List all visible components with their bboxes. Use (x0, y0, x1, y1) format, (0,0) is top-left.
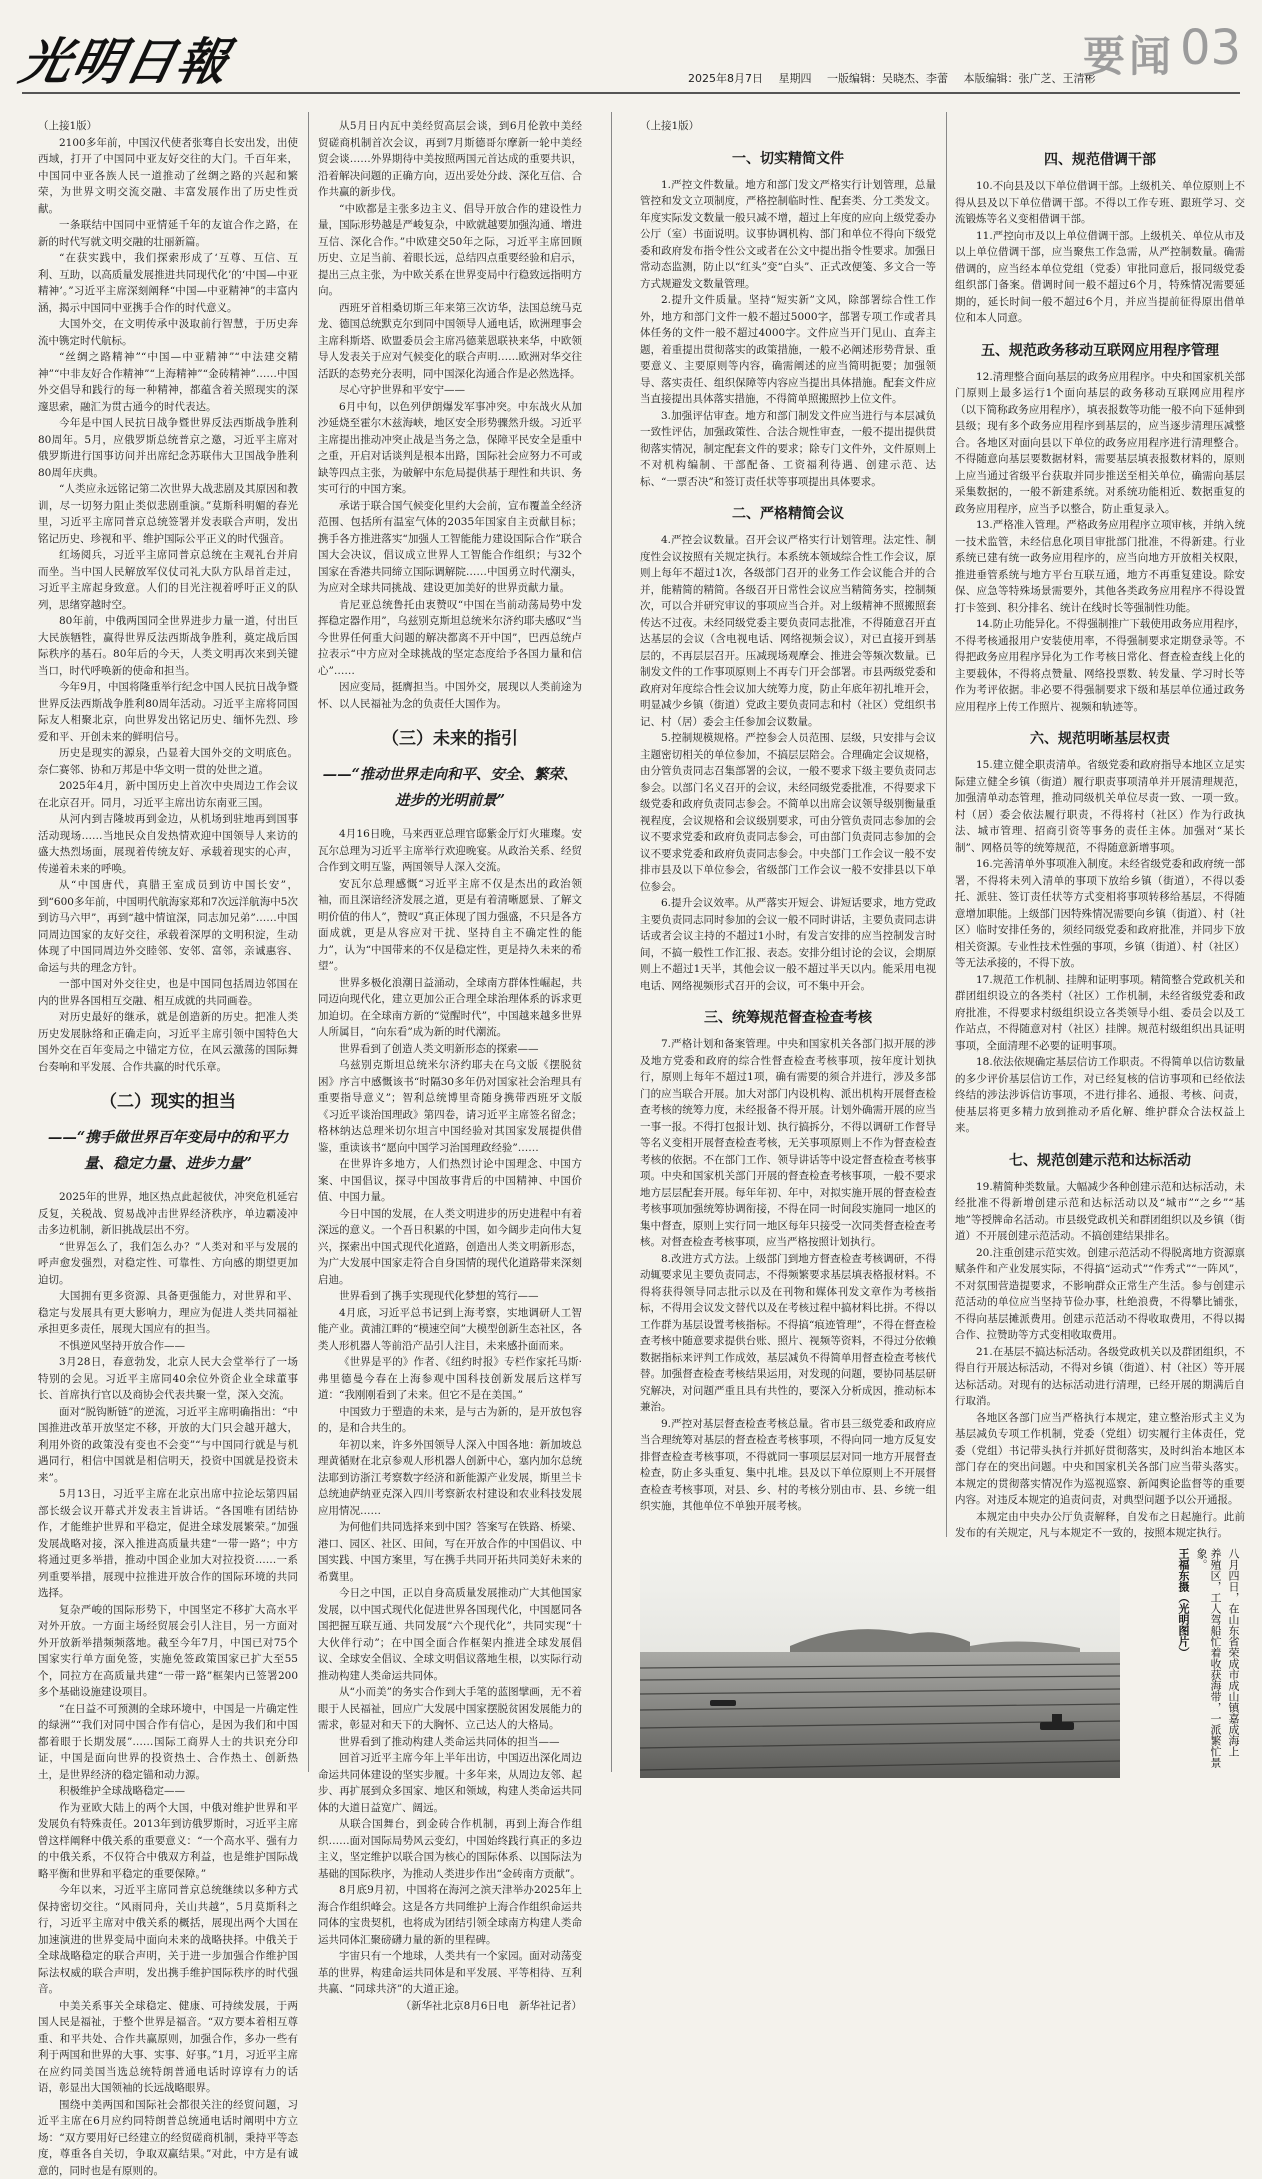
paragraph: 19.精简种类数量。大幅减少各种创建示范和达标活动，未经批准不得新增创建示范和达标活动以及“城市”“之乡”“基地”等授牌命名活动。市县级党政机关和群团组织以及乡镇（街道）不开展创建示范活动。不搞创建结果排名。 (955, 1179, 1245, 1245)
paragraph: “人类应永远铭记第二次世界大战悲剧及其原因和教训，尽一切努力阻止类似悲剧重演。”莫斯科明媚的春光里，习近平主席同普京总统签署并发表联合声明，发出铭记历史、珍视和平、维护国际公平正义的时代强音。 (38, 481, 298, 547)
paragraph: 2.提升文件质量。坚持“短实新”文风，除部署综合性工作外，地方和部门文件一般不超过5000字，部署专项工作或者具体任务的文件一般不超过4000字。文件应当开门见山、直奔主题，着重提出贯彻落实的政策措施，一般不必阐述形势背景、重要意义、主要原则等内容，确需阐述的应当简明扼要；加强领导、落实责任、组织保障等内容应当提出具体措施。配套文件应当直接提出具体落实措施，不得简单照搬照抄上位文件。 (640, 292, 936, 408)
paragraph: 不惧逆风坚持开放合作—— (38, 1338, 298, 1355)
right-article-column-1 (640, 118, 936, 1543)
dateline (688, 70, 1108, 86)
paragraph: 8.改进方式方法。上级部门到地方督查检查考核调研，不得动辄要求见主要负责同志，不得频繁要求基层填表格报材料。不得将获得领导同志批示以及在刊物和媒体刊发文章作为考核指标，不得用会议发文替代以及在考核过程中搞材料比拼。不得以工作群为基层设置考核指标。不得搞“痕迹管理”，不得在督查检查考核中随意要求提供台账、照片、视频等资料，不得过分依赖数据指标来评判工作成效，基层减负不得简单用督查检查考核代替。加强督查检查考核结果运用，对发现的问题，要协同基层研究解决，对问题严重且具有共性的，要深入分析成因，推动标本兼治。 (640, 1251, 936, 1416)
paragraph: 复杂严峻的国际形势下，中国坚定不移扩大高水平对外开放。一方面主场经贸展会引人注目，另一方面对外开放新举措频频落地。截至今年7月，中国已对75个国家实行单方面免签，实施免签政策国家已扩大至55个，同拉方在高质量共建“一带一路”框架内已签署200多个基础设施建设项目。 (38, 1602, 298, 1701)
section-heading: （三）未来的指引 (318, 726, 582, 752)
paragraph: “中欧都是主张多边主义、倡导开放合作的建设性力量，国际形势越是严峻复杂，中欧就越要加强沟通、增进互信、深化合作。”中欧建交50年之际，习近平主席回顾历史、立足当前、着眼长远，总结四点重要经验和启示，提出三点主张，为中欧关系在世界变局中行稳致远指明方向。 (318, 201, 582, 300)
paragraph: 14.防止功能异化。不得强制推广下载使用政务应用程序，不得考核通报用户安装使用率，不得强制要求定期登录等。不得把政务应用程序异化为工作考核日常化、督查检查线上化的主要载体，不得将点赞量、网络投票数、转发量、学习时长等作为考评依据。非必要不得强制要求下级和基层单位通过政务应用程序上传工作照片、视频和轨迹等。 (955, 616, 1245, 715)
paragraph: 15.建立健全职责清单。省级党委和政府指导本地区立足实际建立健全乡镇（街道）履行职责事项清单并开展清理规范，加强清单动态管理，推动同级机关单位尽责一致、一项一致。村（居）委会依法履行职责，不得将村（社区）作为行政执法、城市管理、招商引资等事务的责任主体。加强对“某长制”、网格员等的统筹规范，不得随意新增事项。 (955, 757, 1245, 856)
paragraph: 年初以来，许多外国领导人深入中国各地：新加坡总理黄循财在北京参观人形机器人创新中心，塞内加尔总统法耶到访浙江考察数字经济和新能源产业发展，斯里兰卡总统迪萨纳亚克深入四川考察新农村建设和农业科技发展应用情况…… (318, 1437, 582, 1520)
paragraph: 今年以来，习近平主席同普京总统继续以多种方式保持密切交往。“风雨同舟，关山共越”，5月莫斯科之行，习近平主席对中俄关系的概括，展现出两个大国在加速演进的世界变局中面向未来的战略抉择。中俄关于全球战略稳定的联合声明，关于进一步加强合作维护国际法权威的联合声明，发出携手维护国际秩序的时代强音。 (38, 1882, 298, 1998)
paragraph: 围绕中美两国和国际社会都很关注的经贸问题，习近平主席在6月应约同特朗普总统通电话时阐明中方立场：“双方要用好已经建立的经贸磋商机制，秉持平等态度，尊重各自关切，争取双赢结果。”对此，中方是有诚意的，同时也是有原则的。 (38, 2097, 298, 2179)
section-heading: 三、统筹规范督查检查考核 (640, 1006, 936, 1030)
paragraph: 承诺于联合国气候变化里约大会前，宣布覆盖全经济范围、包括所有温室气体的2035年国家自主贡献目标；携手各方推进落实“加强人工智能能力建设国际合作”联合国大会决议，倡议成立世界人工智能合作组织；与32个国家在香港共同缔立国际调解院……中国勇立时代潮头，为应对全球共同挑战、建设更加美好的世界贡献力量。 (318, 498, 582, 597)
aquaculture-photo (640, 1550, 1120, 1778)
column-divider (308, 112, 309, 1772)
paragraph: 9.严控对基层督查检查考核总量。省市县三级党委和政府应当合理统筹对基层的督查检查考核事项，不得向同一地方反复安排督查检查考核事项，不得就同一事项层层对同一地方开展督查检查，防止多头重复、集中扎堆。县及以下单位原则上不开展督查检查考核事项，对县、乡、村的考核分别由市、县、乡统一组织实施，其他单位不单独开展考核。 (640, 1416, 936, 1515)
paragraph: 10.不向县及以下单位借调干部。上级机关、单位原则上不得从县及以下单位借调干部。不得以工作专班、跟班学习、交流锻炼等名义变相借调干部。 (955, 178, 1245, 228)
paragraph: 80年前，中俄两国同全世界进步力量一道，付出巨大民族牺牲，赢得世界反法西斯战争胜利，奠定战后国际秩序的基石。80年后的今天，人类文明再次来到关键当口，时代呼唤新的使命和担当。 (38, 613, 298, 679)
paragraph: 12.清理整合面向基层的政务应用程序。中央和国家机关部门原则上最多运行1个面向基层的政务移动互联网应用程序（以下简称政务应用程序），填表报数等功能一般不向下延伸到县级；现有多个政务应用程序到基层的，应当逐步清理压减整合。各地区对面向县以下单位的政务应用程序进行清理整合。不得随意向基层要数据材料，需要基层填表报数材料的，原则上应当通过省级平台获取并同步推送至相关单位，确需向基层采集数据的，一般不新建系统。对系统功能相近、数据重复的政务应用程序，应当予以整合，防止重复录入。 (955, 369, 1245, 518)
paragraph: “丝绸之路精神”“中国—中亚精神”“中法建交精神”“中非友好合作精神”“上海精神”“金砖精神”……中国外交倡导和践行的每一种精神，都蕴含着关照现实的深邃思索，融汇为贯古通今的时代表达。 (38, 349, 298, 415)
caption-line: 八月四日，在山东省荣成市成山镇嘉成海上 (1226, 1548, 1240, 1780)
column-divider (946, 112, 947, 1537)
paragraph: 4.严控会议数量。召开会议严格实行计划管理。法定性、制度性会议按照有关规定执行。本系统本领域综合性工作会议，原则上每年不超过1次，各级部门召开的业务工作会议能合并的合并，能精简的精简。各级召开日常性会议应当精简务实，控制频次，可以合并研究审议的事项应当合并。对上级精神不照搬照套传达不过夜。未经同级党委主要负责同志批准，不得随意召开直达基层的会议（含电视电话、网络视频会议），对已直接开到基层的，不再层层召开。压减现场观摩会、推进会等频次数量。已制发文件的工作事项原则上不再专门开会部署。市县两级党委和政府对年度综合性会议加大统筹力度，防止年底年初扎堆开会，明显减少乡镇（街道）党政主要负责同志和村（社区）党组织书记、村（居）委会主任参加会议数量。 (640, 532, 936, 730)
paragraph: 从河内到吉隆坡再到金边，从机场到驻地再到国事活动现场……当地民众自发热情欢迎中国领导人来访的盛大热烈场面，展现着传统友好、承载着现实的心声，传递着未来的呼唤。 (38, 811, 298, 877)
section-subheading: ——“推动世界走向和平、安全、繁荣、进步的光明前景” (318, 762, 582, 814)
paragraph: 西班牙首相桑切斯三年来第三次访华，法国总统马克龙、德国总统默克尔到同中国领导人通电话，欧洲理事会主席科斯塔、欧盟委员会主席冯德莱恩联袂来华，中欧领导人发表关于应对气候变化的联合声明……欧洲对华交往活跃的态势充分表明，同中国深化沟通合作是必然选择。 (318, 300, 582, 383)
section-heading: 六、规范明晰基层权责 (955, 727, 1245, 751)
paragraph: 大国外交，在文明传承中汲取前行智慧，于历史奔流中镌定时代航标。 (38, 316, 298, 349)
paragraph: 大国拥有更多资源、具备更强能力，对世界和平、稳定与发展具有更大影响力，理应为促进人类共同福祉承担更多责任，展现大国应有的担当。 (38, 1288, 298, 1338)
paragraph: 一部中国对外交往史，也是中国同包括周边邻国在内的世界各国相互交融、相互成就的共同画卷。 (38, 976, 298, 1009)
weekday: 星期四 (779, 72, 812, 85)
paragraph: “在日益不可预测的全球环境中，中国是一片确定性的绿洲”“我们对同中国合作有信心，是因为我们和中国都着眼于长期发展”……国际工商界人士的共识充分印证，中国是面向世界的投资热土、合作热土、创新热土，是世界经济的稳定锚和动力源。 (38, 1701, 298, 1784)
paragraph: 各地区各部门应当严格执行本规定，建立整治形式主义为基层减负专项工作机制，党委（党组）切实履行主体责任，党委（党组）书记带头执行并抓好贯彻落实，及时纠治本地区本部门存在的突出问题。中央和国家机关各部门应当带头落实。本规定的贯彻落实情况作为巡视巡察、新闻舆论监督等的重要内容。对违反本规定的追责问责，对典型问题予以公开通报。 (955, 1410, 1245, 1509)
masthead (0, 0, 1262, 96)
section-heading: 七、规范创建示范和达标活动 (955, 1149, 1245, 1173)
paragraph: 回首习近平主席今年上半年出访，中国迈出深化周边命运共同体建设的坚实步履。十多年来，从周边友邻、起步、再扩展到众多国家、地区和领域，构建人类命运共同体的大道日益宽广、阔远。 (318, 1750, 582, 1816)
paragraph: 17.规范工作机制、挂牌和证明事项。精简整合党政机关和群团组织设立的各类村（社区）工作机制，未经省级党委和政府批准，不得要求村级组织设立各类领导小组、委员会以及工作站点，不得随意对村（社区）挂牌。规范村级组织出具证明事项，全面清理不必要的证明事项。 (955, 972, 1245, 1055)
paragraph: 积极维护全球战略稳定—— (38, 1783, 298, 1800)
section-heading: 二、严格精简会议 (640, 502, 936, 526)
paragraph: 今年是中国人民抗日战争暨世界反法西斯战争胜利80周年。5月，应俄罗斯总统普京之邀，习近平主席对俄罗斯进行国事访问并出席纪念苏联伟大卫国战争胜利80周年庆典。 (38, 415, 298, 481)
paragraph: 世界看到了携手实现现代化梦想的笃行—— (318, 1288, 582, 1305)
paragraph: 21.在基层不搞达标活动。各级党政机关以及群团组织，不得自行开展达标活动，不得对乡镇（街道）、村（社区）等开展达标活动。对现有的达标活动进行清理，已经开展的期满后自行取消。 (955, 1344, 1245, 1410)
paragraph: 13.严格准入管理。严格政务应用程序立项审核，并纳入统一技术监管，未经信息化项目审批部门批准，不得新建。行业系统已建有统一政务应用程序的，应当向地方开放相关权限，推进垂管系统与地方平台互联互通，地方不再重复建设。除安保、应急等特殊场景需要外，其他各类政务应用程序不得设置打卡签到、积分排名、统计在线时长等强制性功能。 (955, 517, 1245, 616)
left-article-column-2 (318, 118, 582, 1768)
continued-label: （上接1版） (38, 118, 298, 135)
continued-label: （上接1版） (640, 118, 936, 135)
paragraph: 尽心守护世界和平安宁—— (318, 382, 582, 399)
paragraph: 2100多年前，中国汉代使者张骞自长安出发，出使西域，打开了中国同中亚友好交往的大门。千百年来，中国同中亚各族人民一道推动了丝绸之路的兴起和繁荣，为世界文明交流交融、丰富发展作出了历史性贡献。 (38, 135, 298, 218)
paragraph: 因应变局，挺膺担当。中国外交，展现以人类前途为怀、以人民福祉为念的负责任大国作为。 (318, 679, 582, 712)
paragraph: 中国致力于塑造的未来，是与古为新的，是开放包容的，是和合共生的。 (318, 1404, 582, 1437)
editors-page: 本版编辑：张广芝、王清彬 (964, 72, 1096, 85)
paragraph: 1.严控文件数量。地方和部门发文严格实行计划管理，总量管控和发文立项制度，严格控制临时性、配套类、分工类发文。年度实际发文数量一般只减不增，超过上年度的应向上级党委办公厅（室）书面说明。议事协调机构、部门和单位不得向下级党委和政府发布指令性公文或者在公文中提出指令性要求。加强日常动态监测，防止以“红头”变“白头”、正式改便笺、多文合一等方式规避发文数量管理。 (640, 177, 936, 293)
paragraph: 为何他们共同选择来到中国？答案写在铁路、桥梁、港口、园区、社区、田间，写在开放合作的中国倡议、中国实践、中国方案里，写在携手共同开拓共同美好未来的希冀里。 (318, 1519, 582, 1585)
paragraph: 8月底9月初，中国将在海河之滨天津举办2025年上海合作组织峰会。这是各方共同维护上海合作组织命运共同体的宝贵契机，也将成为团结引领全球南方构建人类命运共同体汇聚磅礴力量的新的里程碑。 (318, 1882, 582, 1948)
paragraph: 今日之中国，正以自身高质量发展推动广大其他国家发展，以中国式现代化促进世界各国现代化，中国愿同各国把握互联互通、共同发展“六个现代化”，共同实现“十大伙伴行动”；在中国全面合作框架内推进全球发展倡议、全球安全倡议、全球文明倡议落地生根，以实际行动推动构建人类命运共同体。 (318, 1585, 582, 1684)
page-number: 03 (1180, 20, 1241, 76)
paragraph: 从5月日内瓦中美经贸高层会谈，到6月伦敦中美经贸磋商机制首次会议，再到7月斯德哥尔摩新一轮中美经贸会谈……外界期待中美按照两国元首达成的重要共识，沿着解决问题的正确方向，迈出妥处分歧、深化互信、合作共赢的新步伐。 (318, 118, 582, 201)
paragraph: 从“小而美”的务实合作到大手笔的蓝图擘画，无不着眼于人民福祉，回应广大发展中国家摆脱贫困发展能力的需求，彰显对和天下的大胸怀、立己达人的大格局。 (318, 1684, 582, 1734)
paragraph: 世界看到了创造人类文明新形态的探索—— (318, 1041, 582, 1058)
article-divider (611, 112, 612, 1772)
paragraph: 乌兹别克斯坦总统米尔济约耶夫在乌文版《摆脱贫困》序言中感慨该书“时隔30多年仍对国家社会治理具有重要指导意义”；智利总统博里奇随身携带西班牙文版《习近平谈治国理政》第四卷，请习近平主席签名留念；格林纳达总理米切尔坦言中国经验对其国家发展提供借鉴，重读该书“愿向中国学习治国理政经验”…… (318, 1057, 582, 1156)
paragraph: 安瓦尔总理感慨“习近平主席不仅是杰出的政治领袖，而且深谙经济发展之道，更是有着清晰愿景、了解文明价值的伟人”，赞叹“真正体现了国力强盛，不只是各方面成就，更是从容应对干扰、坚持自主不确定性的能力”，认为“中国带来的不仅是稳定性，更是持久未来的希望”。 (318, 876, 582, 975)
paragraph: 3.加强评估审查。地方和部门制发文件应当进行与本层减负一致性评估，加强政策性、合法合规性审查，一般不提出提供贯彻落实情况，制定配套文件的要求；除专门文件外，文件原则上不对机构编制、干部配备、工资福利待遇、创建示范、达标、“一票否决”和签订责任状等事项提出具体要求。 (640, 408, 936, 491)
paragraph: 6月中旬，以色列伊朗爆发军事冲突。中东战火从加沙延烧至霍尔木兹海峡，地区安全形势骤然升级。习近平主席提出推动冲突止战是当务之急，保障平民安全是重中之重，开启对话谈判是根本出路，国际社会应努力不可或缺等四点主张，为破解中东危局提供基于理性和共识、务实可行的中国方案。 (318, 399, 582, 498)
paragraph: 世界多极化浪潮日益涌动，全球南方群体性崛起，共同迈向现代化，建立更加公正合理全球治理体系的诉求更加迫切。在全球南方新的“觉醒时代”，中国越来越多世界人所属目，“向东看”成为新的时代潮流。 (318, 975, 582, 1041)
paragraph: 从“中国唐代，真腊王室成员到访中国长安”，到“600多年前，中国明代航海家郑和7次远洋航海中5次到访马六甲”，再到“越中情谊深，同志加兄弟”……中国同周边国家的友好交往，承载着深厚的文明积淀，生动体现了中国同周边外交睦邻、安邻、富邻，亲诚惠容、命运与共的理念方针。 (38, 877, 298, 976)
paragraph: 6.提升会议效率。从严落实开短会、讲短话要求，地方党政主要负责同志同时参加的会议一般不同时讲话，主要负责同志讲话或者会议主持的不超过1小时，有发言安排的应当控制发言时间，不搞一般性工作汇报、表态。安排分组讨论的会议，会期原则上不超过1天半，其他会议一般不超过半天以内。能采用电视电话、网络视频形式召开的会议，可不集中开会。 (640, 895, 936, 994)
caption-line: 养殖区，工人驾船忙着收获海带，一派繁忙景象。 (1194, 1548, 1222, 1780)
paragraph: 本规定由中央办公厅负责解释，自发布之日起施行。此前发布的有关规定，凡与本规定不一致的，按照本规定执行。 (955, 1509, 1245, 1542)
paragraph: 中美关系事关全球稳定、健康、可持续发展，于两国人民是福祉，于整个世界是福音。“双方要本着相互尊重、和平共处、合作共赢原则，加强合作，多办一些有利于两国和世界的大事、实事、好事。”1月，习近平主席在应约同美国当选总统特朗普通电话时谆谆有力的话语，彰显出大国领袖的长远战略眼界。 (38, 1998, 298, 2097)
paragraph: 红场阅兵，习近平主席同普京总统在主观礼台并肩而坐。当中国人民解放军仪仗司礼大队方队昂首走过，习近平主席起身致意。人们的目光注视着呼吁正义的队列，思绪穿越时空。 (38, 547, 298, 613)
paragraph: 面对“脱钩断链”的逆流，习近平主席明确指出：“中国推进改革开放坚定不移，开放的大门只会越开越大，利用外资的政策没有变也不会变”“与中国同行就是与机遇同行，相信中国就是相信明天，投资中国就是投资未来”。 (38, 1404, 298, 1487)
section-heading: （二）现实的担当 (38, 1089, 298, 1115)
paragraph: 从联合国舞台，到金砖合作机制，再到上海合作组织……面对国际局势风云变幻，中国始终践行真正的多边主义，坚定维护以联合国为核心的国际体系、以国际法为基础的国际秩序，为推动人类进步作出“金砖南方贡献”。 (318, 1816, 582, 1882)
left-article-column-1 (38, 118, 298, 1768)
paragraph: 5月13日，习近平主席在北京出席中拉论坛第四届部长级会议开幕式并发表主旨讲话。“各国唯有团结协作，才能维护世界和平稳定，促进全球发展繁荣。”加强发展战略对接，深入推进高质量共建“一带一路”；中方将通过更多举措，推动中国企业加大对拉投资……一系列重要举措，展现中拉推进开放合作的国际环境的共同选择。 (38, 1486, 298, 1602)
paragraph: 7.严格计划和备案管理。中央和国家机关各部门拟开展的涉及地方党委和政府的综合性督查检查考核事项，按年度计划执行，原则上每年不超过1项，确有需要的须合并进行，涉及多部门的应当联合开展。加大对部门内设机构、派出机构开展督查检查考核的统筹力度，未经报备不得开展。计划外确需开展的应当一事一报。不得打包报计划、执行搞拆分，不得以调研工作督导等名义变相开展督查检查考核，无关事项原则上不作为督查检查考核的依据。不在部门工作、领导讲话等中设定督查检查考核事项。中央和国家机关部门开展的督查检查考核事项，一般不要求地方层层配套开展。每年年初、年中，对拟实施开展的督查检查考核事项加强统筹协调衔接，不得在同一时间段实施同一地区的集中督查，原则上实行同一地区每年只接受一次同类督查检查考核。对督查检查考核事项，应当严格按照计划执行。 (640, 1036, 936, 1251)
section-subheading: ——“携手做世界百年变局中的和平力量、稳定力量、进步力量” (38, 1125, 298, 1177)
paragraph: “在获实践中，我们探索形成了‘互尊、互信、互利、互助，以高质量发展推进共同现代化’的‘中国—中亚精神’。”习近平主席深刻阐释“中国—中亚精神”的丰富内涵，揭示中国同中亚携手合作的时代意义。 (38, 250, 298, 316)
editors-front: 一版编辑：吴晓杰、李蕾 (827, 72, 948, 85)
article-credit: （新华社北京8月6日电 新华社记者） (318, 1998, 582, 2015)
paragraph: 世界看到了推动构建人类命运共同体的担当—— (318, 1734, 582, 1751)
header-rule (22, 92, 1240, 94)
paragraph: 今日中国的发展，在人类文明进步的历史进程中有着深远的意义。一个吾日积累的中国，如今阔步走向伟大复兴，探索出中国式现代化道路，创造出人类文明新形态，为广大发展中国家走符合自身国情的现代化道路带来深刻启迪。 (318, 1206, 582, 1289)
paragraph: 宇宙只有一个地球，人类共有一个家园。面对动荡变革的世界，构建命运共同体是和平发展、平等相待、互利共赢、“同球共济”的大道正途。 (318, 1948, 582, 1998)
section-heading: 一、切实精简文件 (640, 147, 936, 171)
paragraph: 在世界许多地方，人们热烈讨论中国理念、中国方案、中国倡议，探寻中国故事背后的中国精神、中国价值、中国力量。 (318, 1156, 582, 1206)
paragraph: 历史是现实的源泉，凸显着大国外交的文明底色。奈仁赛邻、协和万邦是中华文明一贯的处世之道。 (38, 745, 298, 778)
paragraph: 5.控制规模规格。严控参会人员范围、层级，只安排与会议主题密切相关的单位参加，不搞层层陪会。合理确定会议规格，由分管负责同志召集部署的会议，一般不要求下级主要负责同志参会。以部门名义召开的会议，未经同级党委批准，不得要求下级党委和政府负责同志参会。不简单以出席会议领导级别衡量重视程度，会议规格和会议级别要求，可由分管负责同志参加的会议不要求党委和政府负责同志参会，可由部门负责同志参加的会议不要求党委和政府负责同志参会。中央部门工作会议一般不安排市县及以下单位参会，省级部门工作会议一般不安排县以下单位参会。 (640, 730, 936, 895)
photo-caption (1128, 1548, 1240, 1780)
paragraph: 4月底，习近平总书记到上海考察，实地调研人工智能产业。黄浦江畔的“模速空间”大模型创新生态社区，各类人形机器人等前沿产品引人注目，未来感扑面而来。 (318, 1305, 582, 1355)
news-photo (640, 1550, 1120, 1778)
photo-credit: 王福东摄（光明图片） (1176, 1548, 1190, 1780)
paragraph: 3月28日，春意勃发，北京人民大会堂举行了一场特别的会见。习近平主席同40余位外资企业全球董事长、首席执行官以及商协会代表共聚一堂，深入交流。 (38, 1354, 298, 1404)
paragraph: 作为亚欧大陆上的两个大国，中俄对维护世界和平发展负有特殊责任。2013年到访俄罗斯时，习近平主席曾这样阐释中俄关系的重要意义：“一个高水平、强有力的中俄关系，不仅符合中俄双方利益，也是维护国际战略平衡和世界和平稳定的重要保障。” (38, 1800, 298, 1883)
paragraph: 肯尼亚总统鲁托由衷赞叹“中国在当前动荡局势中发挥稳定器作用”，乌兹别克斯坦总统米尔济约耶夫感叹“当今世界任何重大问题的解决都离不开中国”，巴西总统卢拉表示“中方应对全球挑战的坚定态度给予各国力量和信心”…… (318, 597, 582, 680)
section-title: 要闻 (1083, 24, 1175, 84)
paragraph: “世界怎么了，我们怎么办？”人类对和平与发展的呼声愈发强烈，对稳定性、可靠性、方向感的期望更加迫切。 (38, 1239, 298, 1289)
left-part1 (38, 135, 298, 1076)
paragraph: 2025年4月，新中国历史上首次中央周边工作会议在北京召开。同月，习近平主席出访东南亚三国。 (38, 778, 298, 811)
paragraph: 《世界是平的》作者、《纽约时报》专栏作家托马斯·弗里德曼今春在上海参观中国科技创新发展后这样写道：“我刚刚看到了未来。但它不是在美国。” (318, 1354, 582, 1404)
section-heading: 四、规范借调干部 (955, 148, 1245, 172)
right-article-column-2 (955, 118, 1245, 1543)
paragraph: 一条联结中国同中亚情延千年的友谊合作之路，在新的时代写就文明交融的壮丽新篇。 (38, 217, 298, 250)
paragraph: 11.严控向市及以上单位借调干部。上级机关、单位从市及以上单位借调干部，应当聚焦工作急需，从严控制数量。确需借调的，应当经本单位党组（党委）审批同意后，报同级党委组织部门备案。借调时间一般不超过6个月，特殊情况需要延期的，延长时间一般不超过6个月，并应当提前征得原出借单位和本人同意。 (955, 228, 1245, 327)
paragraph: 2025年的世界，地区热点此起彼伏，冲突危机延宕反复，关税战、贸易战冲击世界经济秩序，单边霸凌冲击多边机制，新旧挑战层出不穷。 (38, 1189, 298, 1239)
paragraph: 对历史最好的继承，就是创造新的历史。把准人类历史发展脉络和正确走向，习近平主席引领中国特色大国外交在百年变局之中锚定方位，在风云激荡的国际舞台奏响和平发展、合作共赢的时代乐章。 (38, 1009, 298, 1075)
paragraph: 今年9月，中国将隆重举行纪念中国人民抗日战争暨世界反法西斯战争胜利80周年活动。习近平主席将同国际友人相聚北京，向世界发出铭记历史、缅怀先烈、珍爱和平、开创未来的鲜明信号。 (38, 679, 298, 745)
paragraph: 16.完善清单外事项准入制度。未经省级党委和政府统一部署，不得将未列入清单的事项下放给乡镇（街道），不得以委托、派驻、签订责任状等方式变相将事项转移给基层，不得随意增加职能。上级部门因特殊情况需要向乡镇（街道）、村（社区）临时安排任务的，须经同级党委和政府批准，并同步下放相关资源。专业性技术性强的事项，乡镇（街道）、村（社区）等无法承接的，不得下放。 (955, 856, 1245, 972)
paragraph: 18.依法依规确定基层信访工作职责。不得简单以信访数量的多少评价基层信访工作，对已经复核的信访事项和已经依法终结的涉法涉诉信访事项，不进行排名、通报、考核、问责，使基层将更多精力放到推动矛盾化解、维护群众合法权益上来。 (955, 1054, 1245, 1137)
issue-date: 2025年8月7日 (688, 72, 763, 85)
newspaper-logo: 光明日報 (14, 22, 237, 94)
paragraph: 4月16日晚，马来西亚总理官邸紫金厅灯火璀璨。安瓦尔总理为习近平主席举行欢迎晚宴。从政治关系、经贸合作到文明互鉴，两国领导人深入交流。 (318, 826, 582, 876)
section-heading: 五、规范政务移动互联网应用程序管理 (955, 339, 1245, 363)
paragraph: 20.注重创建示范实效。创建示范活动不得脱离地方资源禀赋条件和产业发展实际，不得搞“运动式”“作秀式”“一阵风”，不对氛围营造提要求，不影响群众正常生产生活。参与创建示范活动的单位应当坚持节俭办事，杜绝浪费，不得攀比铺张，不得向基层摊派费用。创建示范活动不得收取费用，不得以揭合作、拉赞助等方式变相收取费用。 (955, 1245, 1245, 1344)
